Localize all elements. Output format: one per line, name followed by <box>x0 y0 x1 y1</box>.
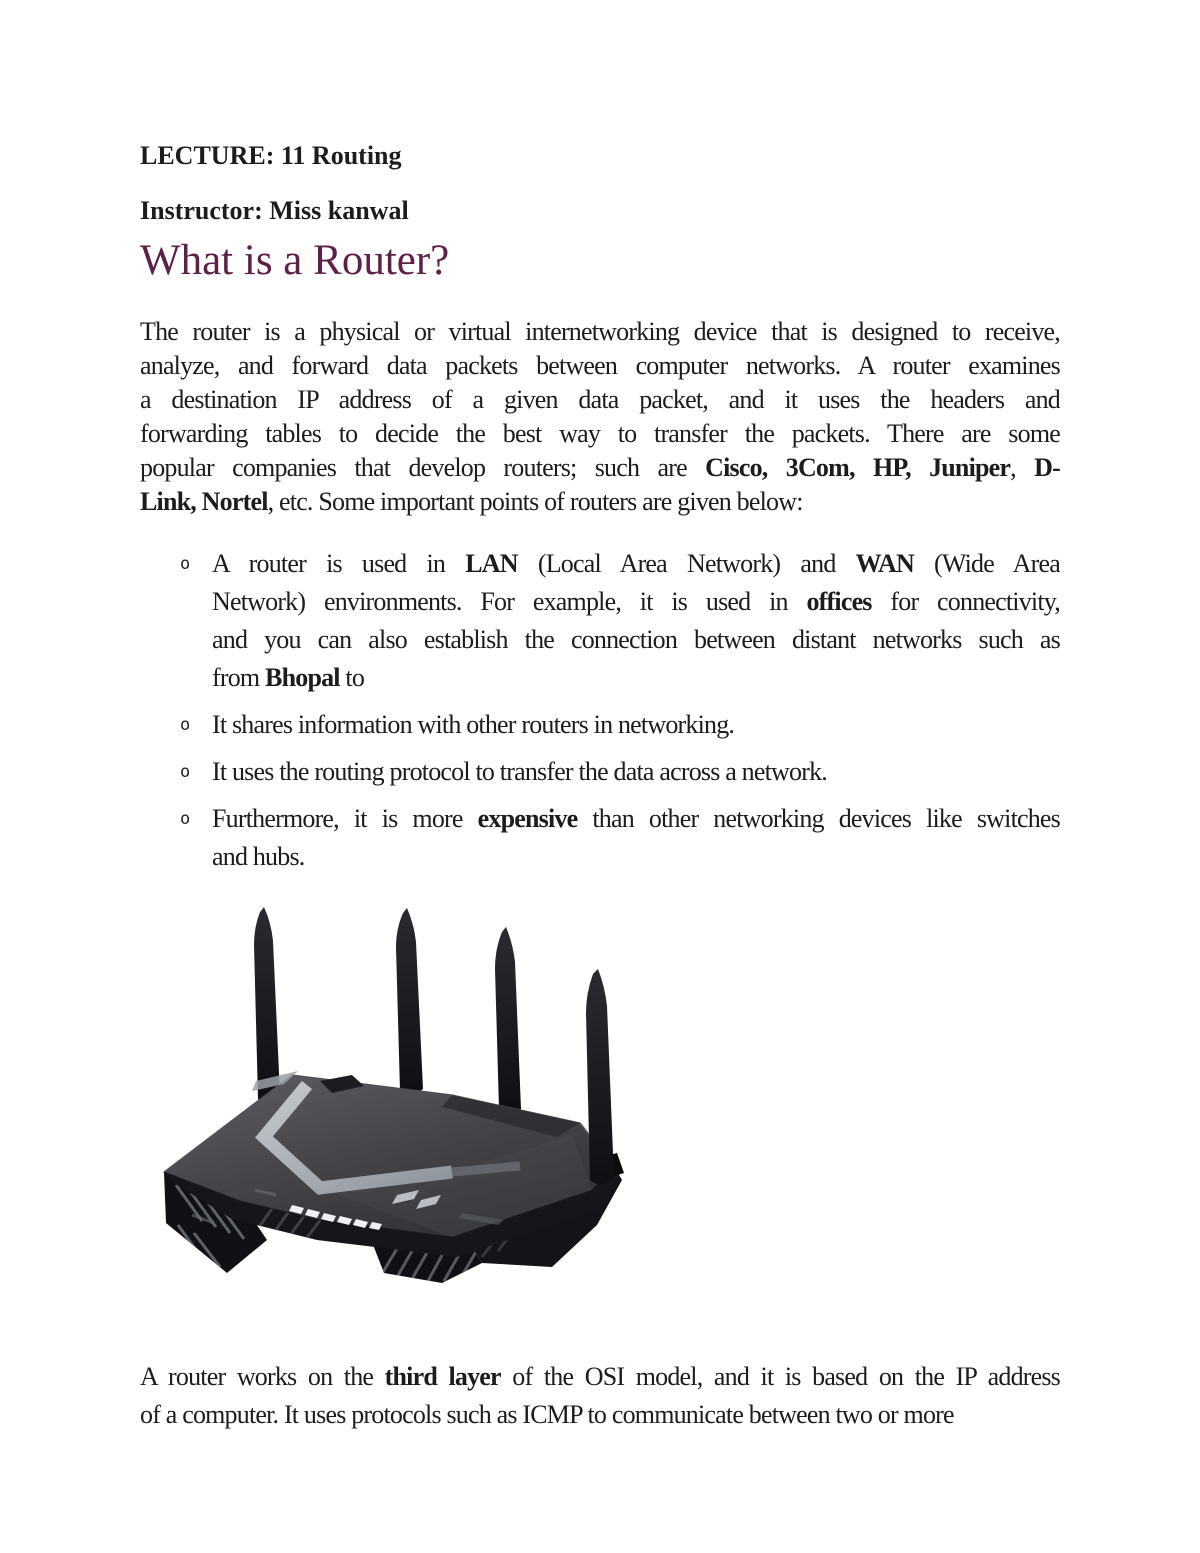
page-title: What is a Router? <box>140 237 450 284</box>
bullet-item <box>140 753 1060 791</box>
bullet-marker: o <box>180 809 191 829</box>
bullet-marker: o <box>180 554 191 574</box>
bullet-item <box>140 800 1060 876</box>
router-figure <box>152 885 707 1350</box>
bullet-text: It shares information with other routers in networking. <box>212 710 735 739</box>
bullet-list <box>140 545 1060 876</box>
bullet-text: A router is used in LAN (Local Area Network) and WAN (Wide Area Network) environments. For example, it is used in offices for connectivity, and you can also establish the connection between distant networks such as from Bhopal to <box>212 549 1060 692</box>
intro-paragraph: The router is a physical or virtual internetworking device that is designed to receive, analyze, and forward data packets between computer networks. A router examines a destination IP address of a given data packet, and it uses the headers and forwarding tables to decide the best way to transfer the packets. There are some popular companies that develop routers; such are Cisco, 3Com, HP, Juniper, D- Link, Nortel, etc. Some important points of routers are given below: <box>140 317 1060 516</box>
lecture-title: LECTURE: 11 Routing <box>140 141 402 170</box>
router-image <box>152 885 707 1350</box>
bullet-marker: o <box>180 762 191 782</box>
bullet-text: Furthermore, it is more expensive than other networking devices like switches and hubs. <box>212 804 1060 871</box>
footer-paragraph: A router works on the third layer of the OSI model, and it is based on the IP address of a computer. It uses protocols such as ICMP to communicate between two or more <box>140 1362 1060 1429</box>
instructor-line: Instructor: Miss kanwal <box>140 196 409 225</box>
bullet-item <box>140 706 1060 744</box>
bullet-item <box>140 545 1060 697</box>
bullet-marker: o <box>180 715 191 735</box>
bullet-text: It uses the routing protocol to transfer the data across a network. <box>212 757 827 786</box>
